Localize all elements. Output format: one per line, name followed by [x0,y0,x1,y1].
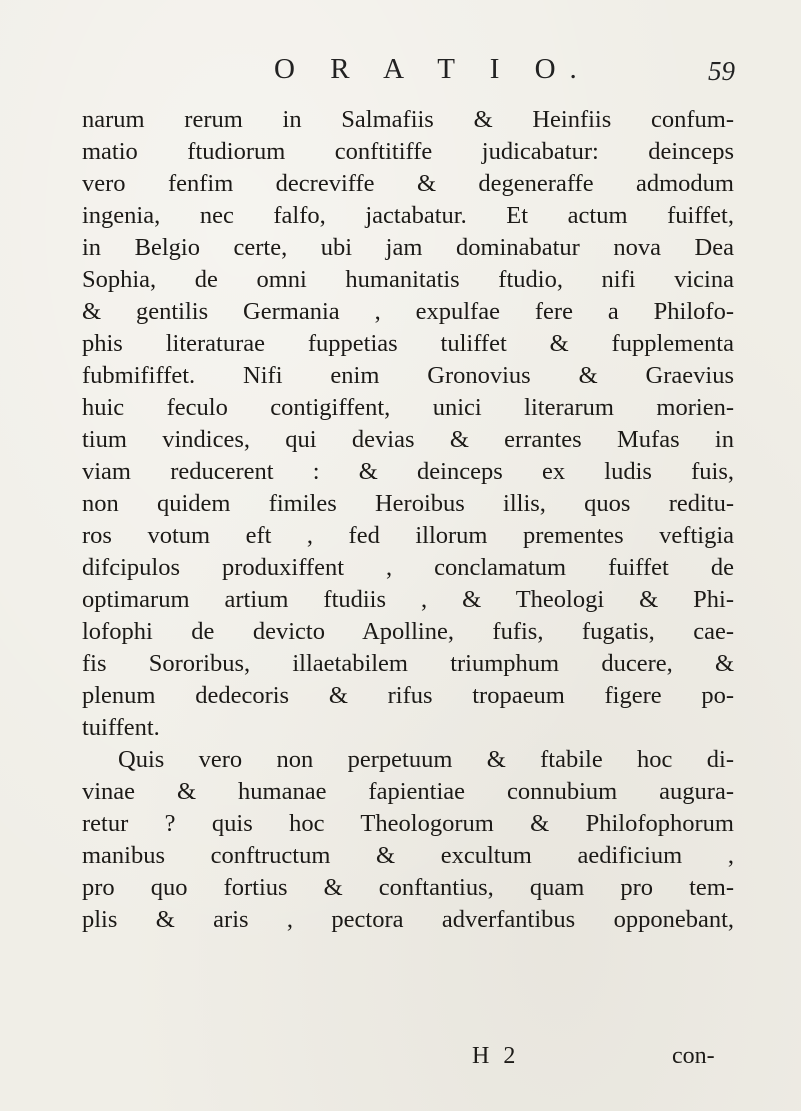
text-line: non quidem fimiles Heroibus illis, quos reditu- [82,490,734,517]
text-line: retur ? quis hoc Theologorum & Philofophorum [82,810,734,837]
text-line: & gentilis Germania , expulfae fere a Philofo- [82,298,734,325]
paragraph-start-line: Quis vero non perpetuum & ftabile hoc di- [118,746,734,773]
text-line: plenum dedecoris & rifus tropaeum figere po- [82,682,734,709]
text-line: huic feculo contigiffent, unici literarum morien- [82,394,734,421]
text-line: ingenia, nec falfo, jactabatur. Et actum fuiffet, [82,202,734,229]
text-line: plis & aris , pectora adverfantibus opponebant, [82,906,734,933]
paragraph-end-line: tuiffent. [82,714,160,741]
page-number: 59 [708,56,735,86]
text-line: vero fenfim decreviffe & degeneraffe admodum [82,170,734,197]
running-head [0,45,801,93]
text-line: phis literaturae fuppetias tuliffet & fupplementa [82,330,734,357]
text-line: pro quo fortius & conftantius, quam pro tem- [82,874,734,901]
text-line: tium vindices, qui devias & errantes Mufas in [82,426,734,453]
text-line: difcipulos produxiffent , conclamatum fuiffet de [82,554,734,581]
signature-mark: H 2 [472,1043,520,1069]
text-line: matio ftudiorum conftitiffe judicabatur: deinceps [82,138,734,165]
text-line: narum rerum in Salmafiis & Heinfiis confum- [82,106,734,133]
text-line: lofophi de devicto Apolline, fufis, fugatis, cae- [82,618,734,645]
text-line: optimarum artium ftudiis , & Theologi & Phi- [82,586,734,613]
text-line: viam reducerent : & deinceps ex ludis fuis, [82,458,734,485]
running-head-title: O R A T I O. [274,53,591,85]
text-line: vinae & humanae fapientiae connubium augura- [82,778,734,805]
text-line: manibus conftructum & excultum aedificium , [82,842,734,869]
catchword: con- [672,1043,715,1069]
page-footer [82,1040,734,1072]
text-line: Sophia, de omni humanitatis ftudio, nifi vicina [82,266,734,293]
text-line: in Belgio certe, ubi jam dominabatur nova Dea [82,234,734,261]
text-line: fubmififfet. Nifi enim Gronovius & Graevius [82,362,734,389]
text-line: ros votum eft , fed illorum prementes veftigia [82,522,734,549]
text-line: fis Sororibus, illaetabilem triumphum ducere, & [82,650,734,677]
body-text [82,104,734,936]
